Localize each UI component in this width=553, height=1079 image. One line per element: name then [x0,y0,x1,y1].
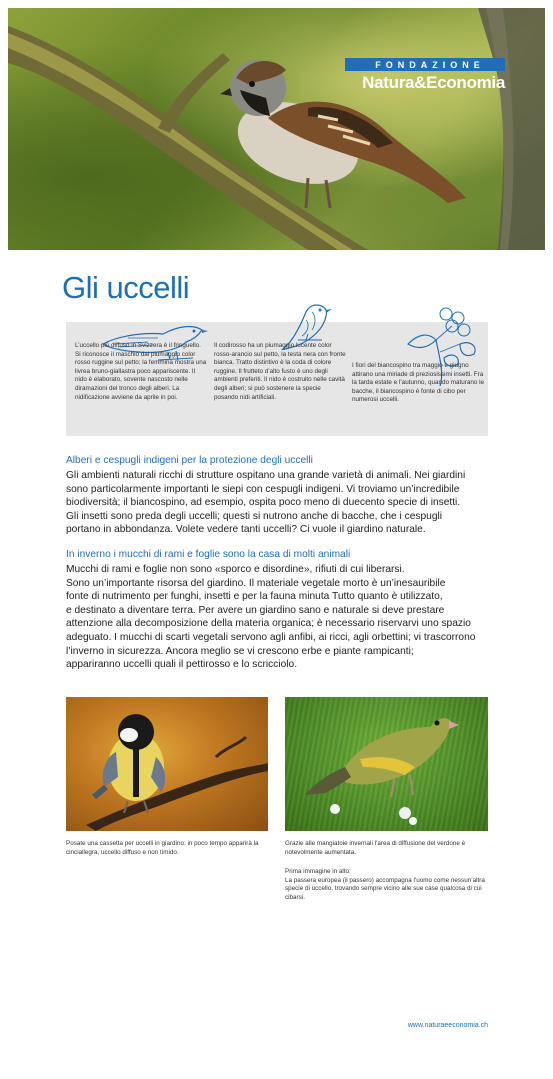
logo-main-text: Natura&Economia [362,73,505,92]
section-heading-hedges: Alberi e cespugli indigeni per la protezione degli uccelli [66,455,313,466]
info-hawthorn-text: I fiori del biancospino tra maggio e giugno attirano una miriade di preziosissimi insetti. Fra la tarda estate e l’autunno, quando maturano le bacche, il biancospino è fonte di cibo per numerosi uccelli. [352,362,484,404]
info-chaffinch-text: L’uccello più diffuso in Svizzera è il fringuello. Si riconosce il maschio dal piumaggio color rosso ruggine sul petto; la femmina mostra una livrea bruno-giallastra poco appariscente. Il nido è elaborato, sovente nascosto nelle diramazioni del tronco degli alberi. La nidificazione avviene da aprile in poi. [75,342,207,401]
caption-great-tit: Posate una cassetta per uccelli in giardino: in poco tempo apparirà la cinciallegra, uccello diffuso e non timido. [66,840,259,856]
foundation-logo [345,58,505,93]
body-line: adeguato. I mucchi di scarti vegetali servono agli anfibi, ai ricci, agli orbettini; vi trascorrono [66,631,476,643]
info-box [66,322,488,436]
body-line: l’inverno in sicurezza. Ancora meglio se vi crescono erbe e piante rampicanti; [66,645,414,657]
caption-hero-label: Prima immagine in alto: [285,868,351,875]
great-tit-illustration [66,697,268,831]
body-line: fonte di nutrimento per funghi, insetti e per la fauna minuta Tutto quanto è utilizzato, [66,591,443,603]
greenfinch-illustration [285,697,488,831]
info-redstart-text: Il codirosso ha un piumaggio lucente color rosso-arancio sul petto, la testa nera con fronte bianca. Tratto distintivo è la coda di colore ruggine. Il frutteto d’alto fusto è uno degli ambienti preferiti. Il nido è costruito nelle cavità degli alberi; si può sostenere la specie posando nidi artificiali. [214,342,346,401]
caption-hero-text: La passera europea (il passero) accompagna l’uomo come nessun’altra specie di uccello, trovando sempre vicino alle sue case qualcosa di cui cibarsi. [285,876,485,901]
caption-hero-photo [285,868,495,902]
caption-greenfinch: Grazie alle mangiatoie invernali l’area di diffusione del verdone è notevolmente aumentata. [285,840,466,856]
body-line: biodiversità; il biancospino, ad esempio, ospita poco meno di duecento specie di insetti. [66,497,461,509]
body-line: Gli insetti sono preda degli uccelli; questi si nutrono anche di bacche, che i cespugli [66,510,443,522]
body-line: Gli ambienti naturali ricchi di strutture ospitano una grande varietà di animali. Nei giardini [66,470,466,481]
body-line: Mucchi di rami e foglie non sono «sporco e disordine», rifiuti di cui liberarsi. [66,564,405,575]
body-line: appariranno uccelli quali il pettirosso e lo scricciolo. [66,659,298,671]
website-link[interactable]: www.naturaeeconomia.ch [407,1022,488,1029]
body-line: sono particolarmente importanti le siepi con cespugli indigeni. Vi troviamo un’incredibile [66,483,460,495]
sparrow-illustration [8,8,545,250]
body-line: Sono un’importante risorsa del giardino. Il materiale vegetale morto è un’inesauribile [66,577,446,589]
body-line: attenzione alla decomposizione della materia organica; è necessario riservarvi uno spazio [66,618,471,630]
greenfinch-photo [285,697,488,831]
body-line: portano in abbondanza. Volete vedere tanti uccelli? Ci vuole il giardino naturale. [66,524,426,536]
section-heading-winter: In inverno i mucchi di rami e foglie sono la casa di molti animali [66,549,351,560]
section-body-hedges [66,469,496,537]
body-line: e destinato a diventare terra. Per avere un giardino sano e naturale si deve prestare [66,604,445,616]
page-title: Gli uccelli [62,270,190,305]
hero-photo [8,8,545,250]
section-body-winter [66,563,496,672]
great-tit-photo [66,697,268,831]
logo-top-text: FONDAZIONE [345,58,505,71]
